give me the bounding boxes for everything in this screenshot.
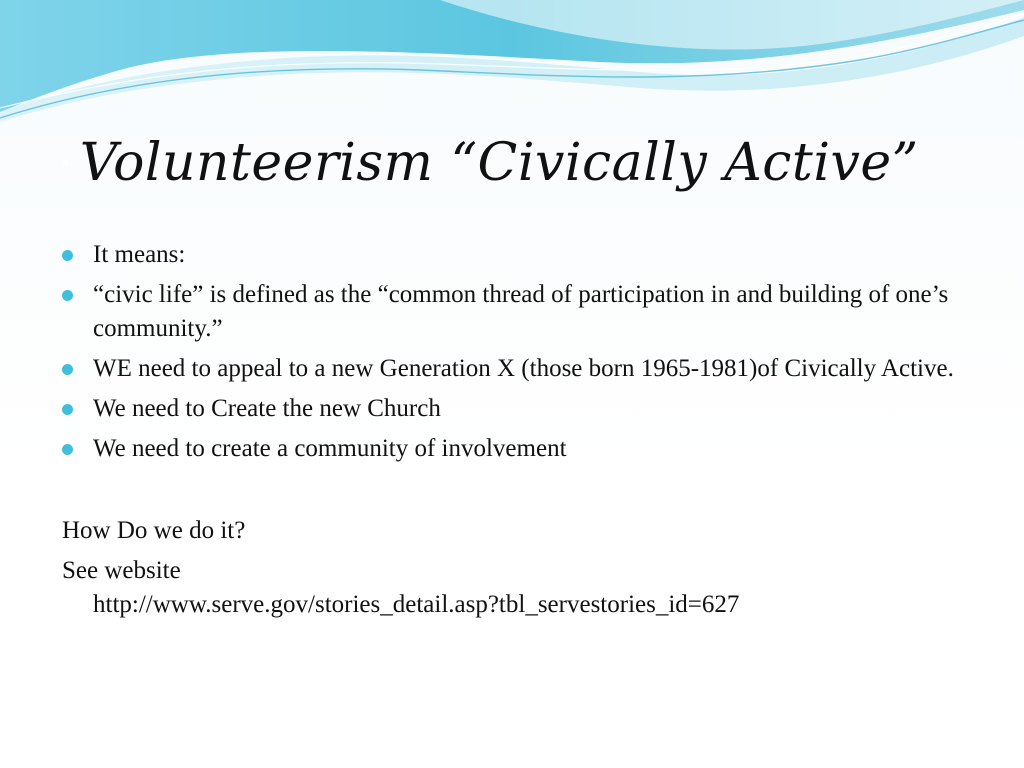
- see-website-label: See website: [62, 557, 181, 584]
- bullet-item: [62, 392, 962, 426]
- bullet-text: We need to create a community of involvement: [93, 435, 567, 462]
- bullet-item: [62, 278, 962, 346]
- bullet-dot-icon: [62, 250, 73, 261]
- website-url-link[interactable]: http://www.serve.gov/stories_detail.asp?tbl_servestories_id=627: [93, 591, 740, 618]
- bullet-dot-icon: [62, 404, 73, 415]
- bullet-item: [62, 432, 962, 466]
- bullet-text: “civic life” is defined as the “common thread of participation in and building of one’s community.”: [93, 281, 949, 342]
- header-wave-decoration: [0, 0, 1024, 130]
- question-text: How Do we do it?: [62, 517, 246, 544]
- slide-title: [60, 128, 1000, 218]
- bullet-item: [62, 352, 962, 386]
- bullet-dot-icon: [62, 364, 73, 375]
- bullet-text: WE need to appeal to a new Generation X (those born 1965-1981)of Civically Active.: [93, 355, 954, 382]
- bullet-item: [62, 238, 962, 272]
- bullet-dot-icon: [62, 290, 73, 301]
- title-marker: •: [60, 151, 72, 175]
- bullet-list: [62, 238, 962, 466]
- bullet-dot-icon: [62, 444, 73, 455]
- bullet-text: We need to Create the new Church: [93, 395, 441, 422]
- bullet-text: It means:: [93, 241, 186, 268]
- slide-body: [62, 238, 962, 622]
- title-text: Volunteerism “Civically Active”: [79, 133, 919, 193]
